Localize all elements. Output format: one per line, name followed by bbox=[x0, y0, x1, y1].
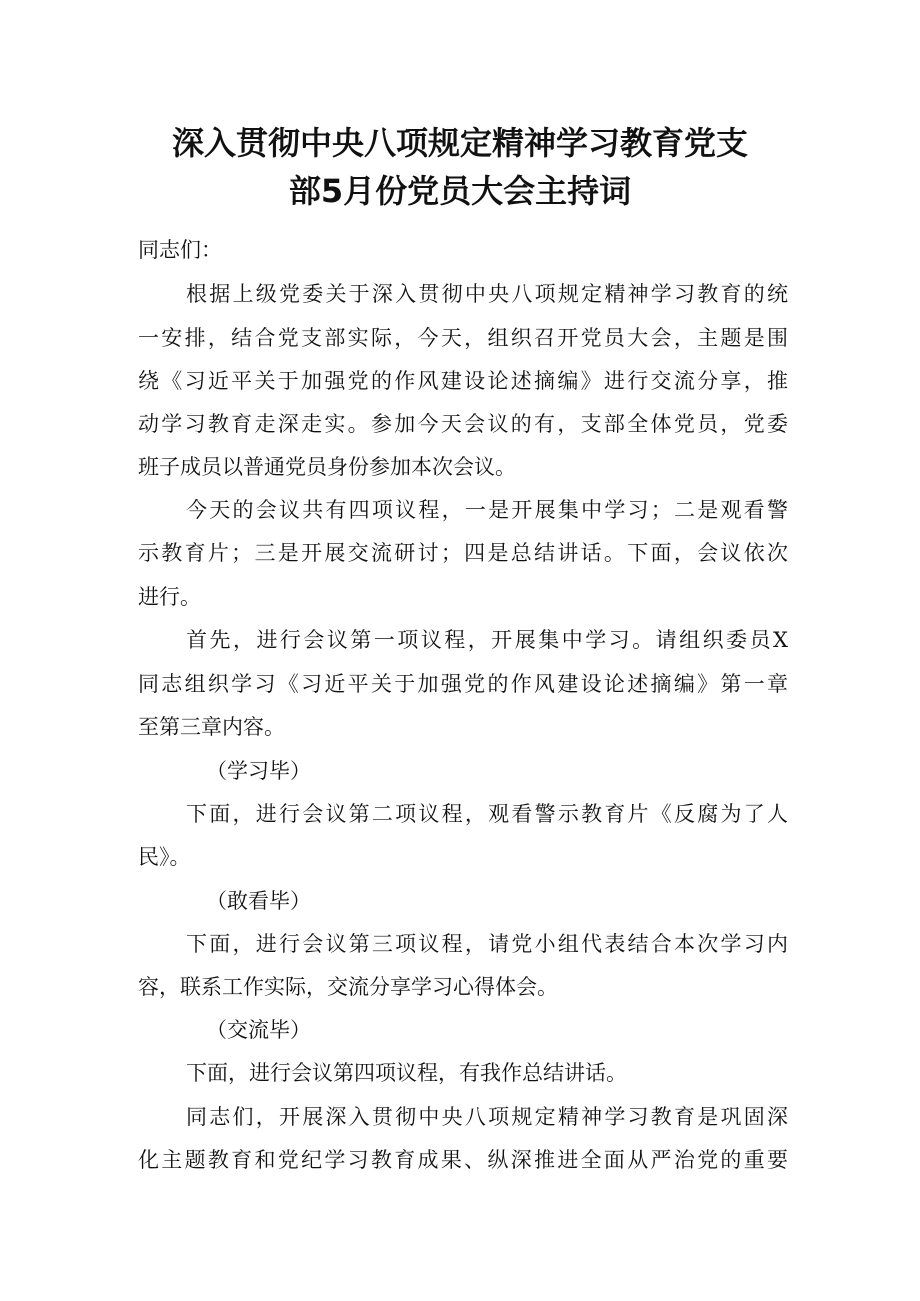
paragraph-line: 容，联系工作实际，交流分享学习心得体会。 bbox=[138, 975, 558, 999]
paragraph-line: 至第三章内容。 bbox=[138, 715, 285, 739]
paragraph-line: 进行。 bbox=[138, 585, 201, 609]
stage-note: （学习毕） bbox=[206, 759, 311, 783]
paragraph-line: 绕《习近平关于加强党的作风建设论述摘编》进行交流分享，推 bbox=[138, 369, 788, 393]
paragraph-line: 动学习教育走深走实。参加今天会议的有，支部全体党员，党委 bbox=[138, 412, 788, 436]
paragraph-line: 今天的会议共有四项议程，一是开展集中学习；二是观看警 bbox=[186, 498, 788, 522]
stage-note: （交流毕） bbox=[206, 1018, 311, 1042]
paragraph-line: 首先，进行会议第一项议程，开展集中学习。请组织委员X bbox=[186, 628, 788, 652]
paragraph-line: 根据上级党委关于深入贯彻中央八项规定精神学习教育的统 bbox=[186, 282, 788, 306]
paragraph-line: 同志们，开展深入贯彻中央八项规定精神学习教育是巩固深 bbox=[186, 1105, 788, 1129]
document-title-line-1: 深入贯彻中央八项规定精神学习教育党支 bbox=[171, 124, 748, 162]
paragraph-line: 示教育片；三是开展交流研讨；四是总结讲话。下面，会议依次 bbox=[138, 541, 788, 565]
paragraph-line: 班子成员以普通党员身份参加本次会议。 bbox=[138, 455, 516, 479]
paragraph-line: 下面，进行会议第四项议程，有我作总结讲话。 bbox=[186, 1061, 627, 1085]
paragraph-line: 化主题教育和党纪学习教育成果、纵深推进全面从严治党的重要 bbox=[138, 1148, 788, 1172]
paragraph-line: 下面，进行会议第三项议程，请党小组代表结合本次学习内 bbox=[186, 932, 788, 956]
stage-note: （敢看毕） bbox=[206, 889, 311, 913]
paragraph-line: 民》。 bbox=[138, 845, 191, 869]
salutation: 同志们： bbox=[138, 238, 222, 262]
paragraph-line: 同志组织学习《习近平关于加强党的作风建设论述摘编》第一章 bbox=[138, 672, 788, 696]
paragraph-line: 一安排，结合党支部实际，今天，组织召开党员大会，主题是围 bbox=[138, 326, 788, 350]
paragraph-line: 下面，进行会议第二项议程，观看警示教育片《反腐为了人 bbox=[186, 802, 788, 826]
document-title-line-2: 部5月份党员大会主持词 bbox=[288, 172, 632, 210]
